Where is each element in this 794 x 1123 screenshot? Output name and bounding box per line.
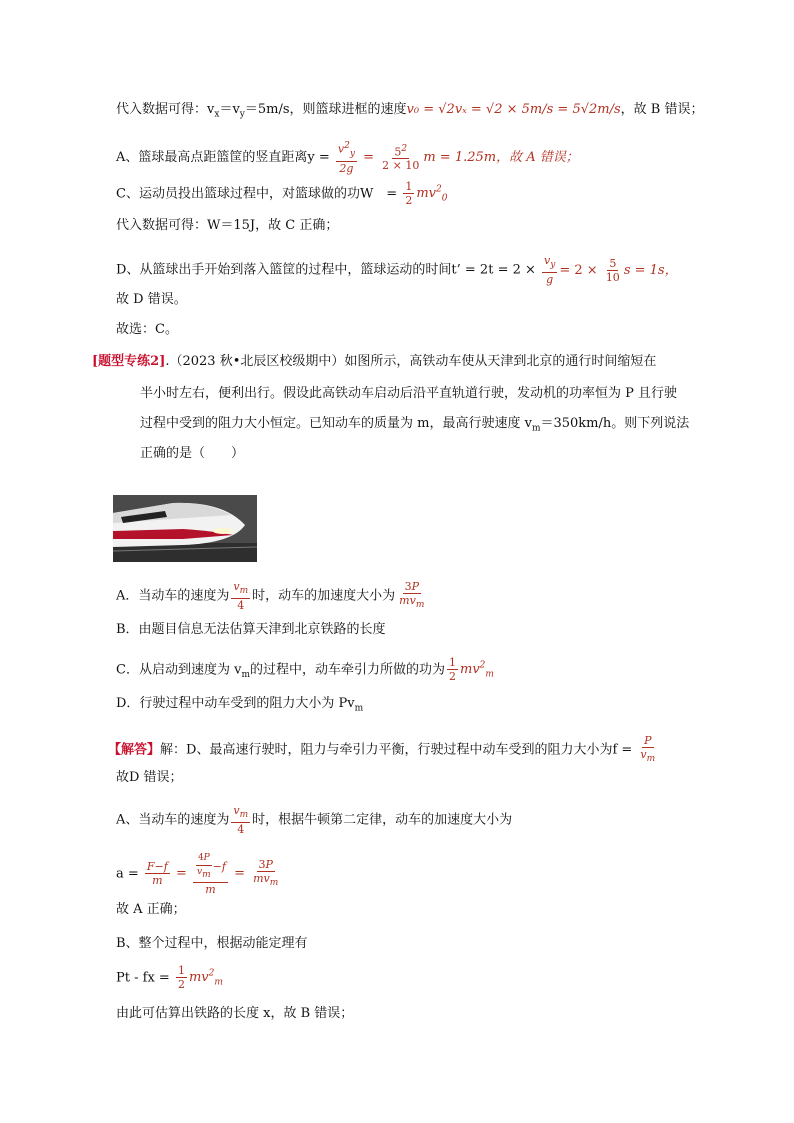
text: D、从篮球出手开始到落入篮筐的过程中，篮球运动的时间t’ = 2t = 2 × (116, 262, 536, 278)
question-line-3 (140, 414, 689, 439)
option-c: C．从启动到速度为 $v_m$的过程中，动车牵引力所做的功为 $\frac{1}{2}$ $mv^2_m$ (116, 656, 494, 684)
answer-tag: 【解答】 (108, 742, 161, 758)
text: 代入数据可得：v (116, 102, 215, 117)
question-line-1 (92, 352, 656, 372)
solution-line-1 (116, 100, 703, 125)
answer-line-8: 由此可估算出铁路的长度 x，故 B 错误； (116, 1006, 354, 1021)
option-b: B．由题目信息无法估算天津到北京铁路的长度 (116, 622, 386, 637)
text: .（2023 秋•北辰区校级期中）如图所示，高铁动车使从天津到北京的通行时间缩短在 (165, 354, 657, 369)
text: = 2 × (559, 262, 598, 278)
velocity-formula: v₀ = √2vₓ = √2 × 5m/s = 5√2m/s (406, 102, 621, 117)
text: C、运动员投出篮球过程中，对篮球做的功W = (116, 186, 398, 202)
answer-line-5: 故 A 正确； (116, 902, 186, 917)
high-speed-train-image (113, 495, 257, 562)
time-result: s = 1s， (623, 262, 678, 278)
height-result: m = 1.25m，故 A 错误； (423, 149, 579, 165)
text: ＝350km/h。则下列说法 (540, 416, 690, 431)
text: y (239, 109, 245, 120)
answer-line-2: 故D 错误； (116, 770, 183, 785)
text: m (241, 669, 250, 680)
text: x (214, 109, 220, 120)
option-d (116, 694, 363, 719)
text: m (531, 423, 541, 434)
solution-line-7: 故选：C。 (116, 322, 178, 337)
text: m (354, 703, 364, 714)
text: ＝v (219, 102, 240, 117)
answer-line-3: A、当动车的速度为 $\frac{v_m}{4}$ 时，根据牛顿第二定律，动车的加速度大小为 (116, 804, 513, 837)
text: a = (116, 866, 139, 882)
text: A．当动车的速度为 (116, 588, 230, 604)
question-line-2: 半小时左右，便利出行。假设此高铁动车启动后沿平直轨道行驶，发动机的功率恒为 P 且行驶 (140, 386, 678, 401)
text: A、当动车的速度为 (116, 812, 230, 828)
answer-line-1: 【解答】解：D、最高速行驶时，阻力与牵引力平衡，行驶过程中动车受到的阻力大小为f = $\frac{P}{v_m}$ (108, 734, 656, 765)
answer-line-4: a = $\frac{F-f}{m}$ = $\frac{4P}{vm}$ −f m = $\frac{3P}{mv_m}$ (116, 853, 279, 896)
text: 时，根据牛顿第二定律，动车的加速度大小为 (252, 812, 513, 828)
text: 的过程中，动车牵引力所做的功为 (249, 662, 445, 678)
solution-line-4: 代入数据可得：W＝15J，故 C 正确； (116, 218, 339, 233)
text: ＝5m/s，则篮球进框的速度 (244, 102, 407, 117)
text: ，故 B 错误； (620, 102, 704, 117)
question-tag: [题型专练2] (92, 354, 166, 369)
text: 解：D、最高速行驶时，阻力与牵引力平衡，行驶过程中动车受到的阻力大小为f = (160, 742, 633, 758)
text: 时，动车的加速度大小为 (252, 588, 396, 604)
solution-line-3: C、运动员投出篮球过程中，对篮球做的功W = $\frac{1}{2}$ $mv^2_0$ (116, 180, 448, 208)
text: D．行驶过程中动车受到的阻力大小为 Pv (116, 696, 355, 711)
question-line-4: 正确的是（ ） (140, 446, 245, 461)
solution-line-6: 故 D 错误。 (116, 292, 187, 307)
text: C．从启动到速度为 v (116, 662, 242, 678)
text: Pt - fx = (116, 970, 170, 986)
option-a: A．当动车的速度为 $\frac{v_m}{4}$ 时，动车的加速度大小为 $\frac{3P}{mv_m}$ (116, 580, 425, 613)
solution-line-5: D、从篮球出手开始到落入篮筐的过程中，篮球运动的时间t’ = 2t = 2 × $\frac{v_y}{g}$ = 2 × $\frac{5}{10}$ s = 1s， (116, 254, 678, 287)
solution-line-2: A、篮球最高点距篮筐的竖直距离y = $\frac{v^2_y}{2g}$ = $\frac{5^2}{2 \times 10}$ m = 1.25m，故 A 错误； (116, 141, 579, 175)
answer-line-6: B、整个过程中，根据动能定理有 (116, 936, 308, 951)
text: A、篮球最高点距篮筐的竖直距离y = (116, 149, 330, 165)
answer-line-7: Pt - fx = $\frac{1}{2}$ $mv^2_m$ (116, 964, 223, 992)
text: 过程中受到的阻力大小恒定。已知动车的质量为 m，最高行驶速度 v (140, 416, 532, 431)
